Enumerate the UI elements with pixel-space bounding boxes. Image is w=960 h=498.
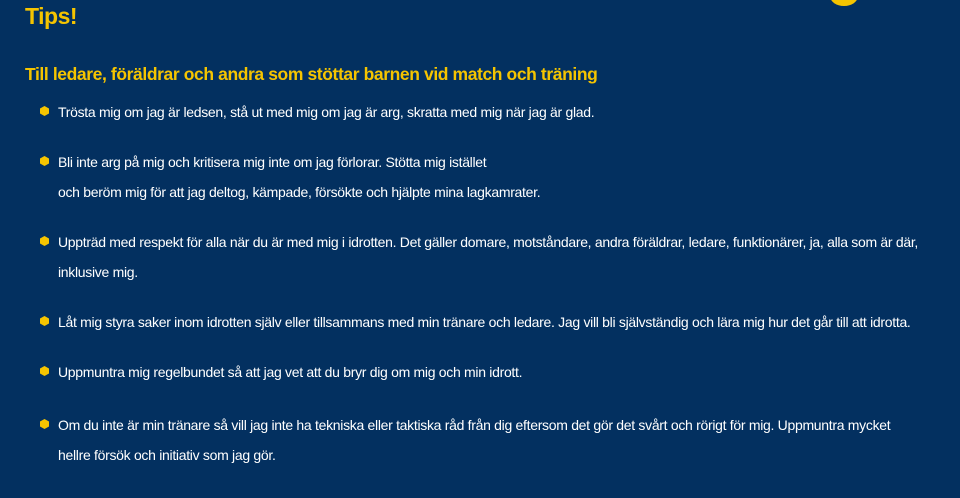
tip-line: inklusive mig. <box>58 264 138 280</box>
tip-text <box>58 357 948 387</box>
decorative-circle-icon <box>830 0 858 6</box>
tip-item <box>38 97 948 127</box>
tip-item <box>38 147 948 207</box>
tip-text <box>58 307 948 337</box>
tips-list <box>38 97 948 490</box>
tip-item <box>38 357 948 387</box>
tip-item <box>38 410 948 470</box>
hexagon-bullet-icon <box>40 419 49 429</box>
hexagon-bullet-icon <box>40 236 49 246</box>
tip-line: Uppträd med respekt för alla när du är med mig i idrotten. Det gäller domare, motståndare, andra föräldrar, ledare, funktionärer, ja, alla som är där, <box>58 234 919 250</box>
tip-text <box>58 147 948 207</box>
tip-item <box>38 227 948 287</box>
tip-text <box>58 410 948 470</box>
hexagon-bullet-icon <box>40 106 49 116</box>
hexagon-bullet-icon <box>40 366 49 376</box>
tip-line: Bli inte arg på mig och kritisera mig inte om jag förlorar. Stötta mig istället <box>58 154 487 170</box>
tip-text <box>58 227 948 287</box>
tip-line: Uppmuntra mig regelbundet så att jag vet att du bryr dig om mig och min idrott. <box>58 364 523 380</box>
tip-line: Låt mig styra saker inom idrotten själv eller tillsammans med min tränare och ledare. Jag vill bli självständig och lära mig hur det går till att idrotta. <box>58 314 911 330</box>
tip-text <box>58 97 948 127</box>
tip-item <box>38 307 948 337</box>
page-title: Tips! <box>25 3 78 29</box>
page-subtitle: Till ledare, föräldrar och andra som stöttar barnen vid match och träning <box>25 64 598 84</box>
hexagon-bullet-icon <box>40 156 49 166</box>
tip-line: hellre försök och initiativ som jag gör. <box>58 447 276 463</box>
tip-line: Om du inte är min tränare så vill jag inte ha tekniska eller taktiska råd från dig eftersom det gör det svårt och rörigt för mig. Uppmuntra mycket <box>58 417 891 433</box>
tip-line: och beröm mig för att jag deltog, kämpade, försökte och hjälpte mina lagkamrater. <box>58 184 541 200</box>
hexagon-bullet-icon <box>40 316 49 326</box>
tip-line: Trösta mig om jag är ledsen, stå ut med mig om jag är arg, skratta med mig när jag är glad. <box>58 104 595 120</box>
